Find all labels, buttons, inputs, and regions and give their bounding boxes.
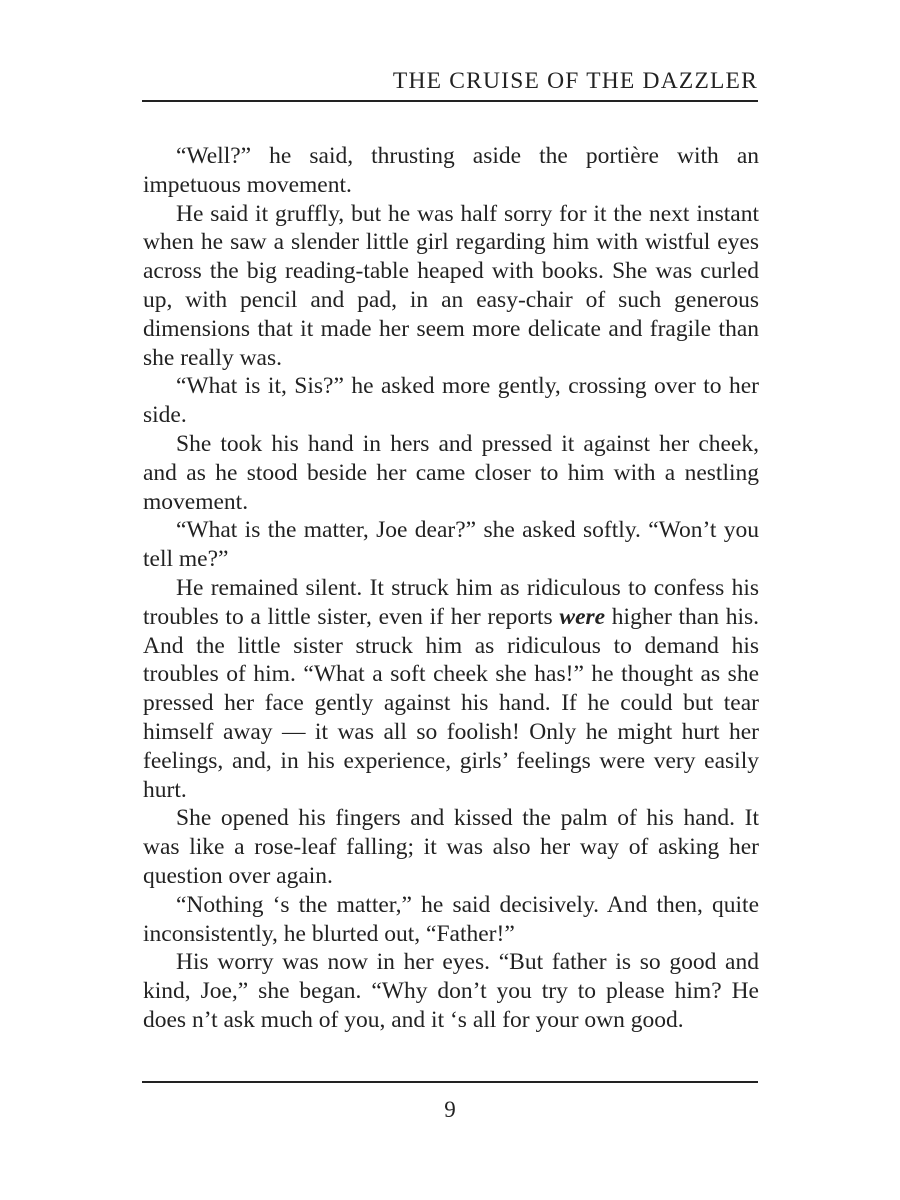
emphasized-word: were [559, 603, 606, 630]
paragraph-text: He remained silent. It struck him as ridiculous to confess his troubles to a little sister, even if her reports [143, 574, 759, 630]
paragraph: “What is it, Sis?” he asked more gently, crossing over to her side. [143, 373, 759, 429]
paragraph [143, 574, 759, 804]
paragraph-text: higher than his. And the little sister struck him as ridiculous to demand his troubles of him. “What a soft cheek she has!” he thought as she pressed her face gently against his hand. If he could but tear himself away — it was all so foolish! Only he might hurt her feelings, and, in his experience, girls’ feelings were very easily hurt. [143, 603, 759, 803]
paragraph: “What is the matter, Joe dear?” she asked softly. “Won’t you tell me?” [143, 517, 759, 573]
body-text [143, 142, 759, 1035]
paragraph: She opened his fingers and kissed the palm of his hand. It was like a rose-leaf falling; it was also her way of asking her question over again. [143, 805, 759, 889]
paragraph: “Well?” he said, thrusting aside the portière with an impetuous movement. [143, 143, 759, 198]
paragraph: “Nothing ‘s the matter,” he said decisively. And then, quite inconsistently, he blurted out, “Father!” [143, 891, 759, 947]
footer-rule [142, 1081, 758, 1083]
paragraph: She took his hand in hers and pressed it against her cheek, and as he stood beside her came closer to him with a nestling movement. [143, 430, 759, 515]
header-rule [142, 100, 758, 102]
page-number: 9 [444, 1097, 456, 1122]
running-head-title: THE CRUISE OF THE DAZZLER [392, 68, 758, 94]
paragraph: His worry was now in her eyes. “But father is so good and kind, Joe,” she began. “Why don’t you try to please him? He does n’t ask much of you, and it ‘s all for your own good. [143, 949, 759, 1033]
paragraph: He said it gruffly, but he was half sorry for it the next instant when he saw a slender little girl regarding him with wistful eyes across the big reading-table heaped with books. She was curled up, with pencil and pad, in an easy-chair of such generous dimensions that it made her seem more delicate and fragile than she really was. [143, 200, 759, 371]
